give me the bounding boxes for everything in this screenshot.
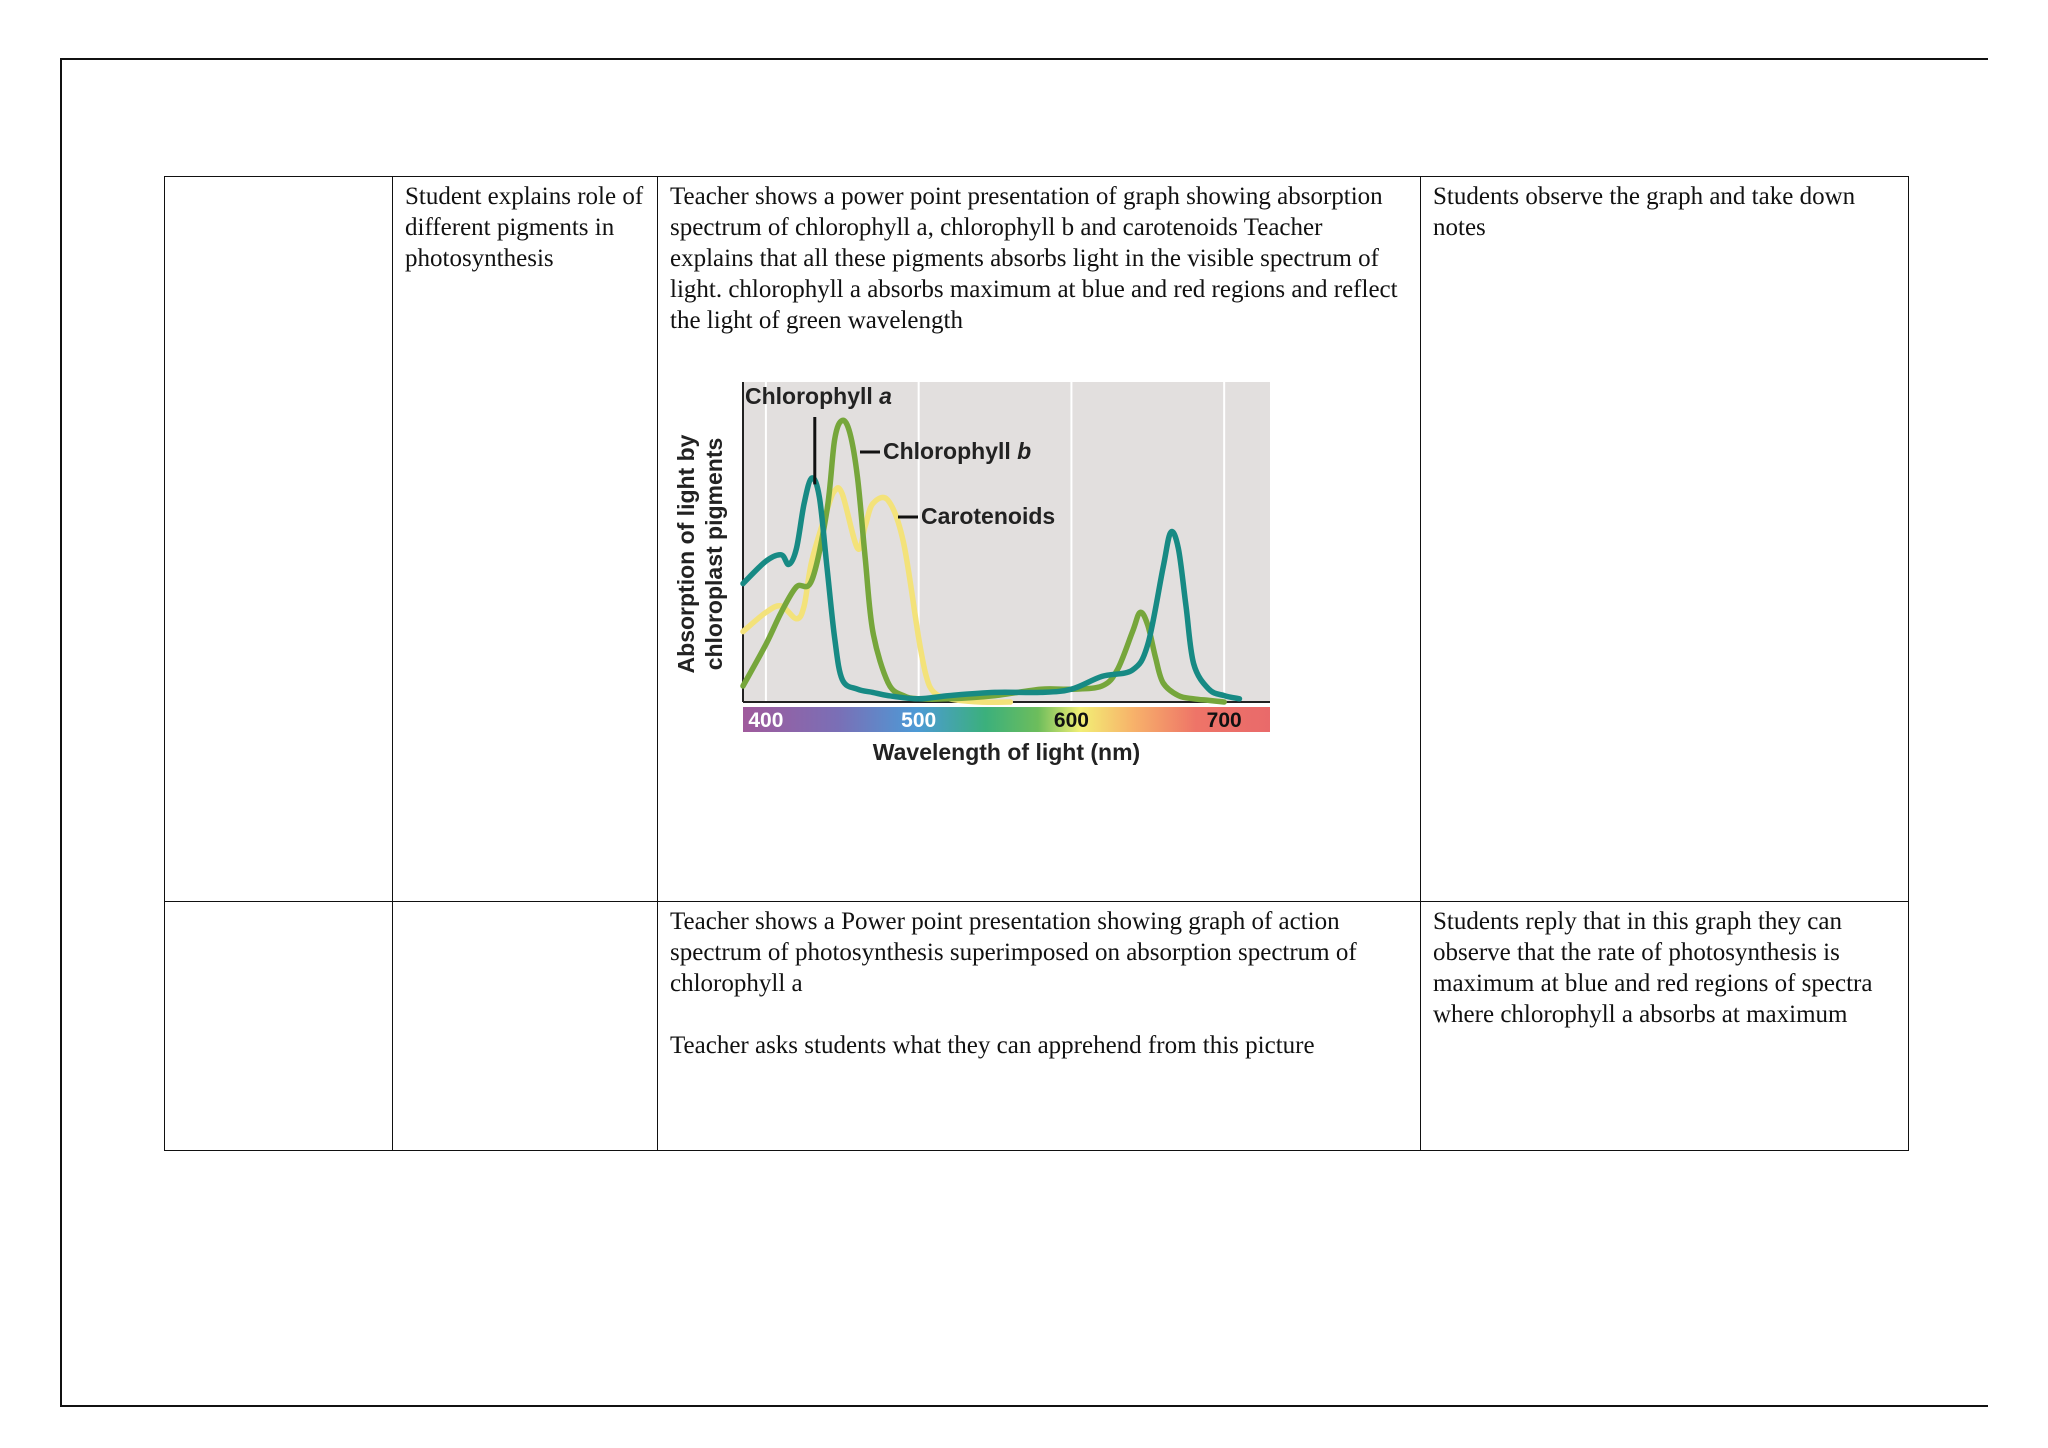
- table-cell-teacher-activity: [658, 902, 1421, 1151]
- table-cell-empty: [165, 902, 393, 1151]
- page-border-top: [60, 58, 1988, 60]
- teacher-activity-text: Teacher shows a power point presentation of graph showing absorption spectrum of chlorophyll a, chlorophyll b and carotenoids Teacher explains that all these pigments absorbs light in the visible spectrum of light. chlorophyll a absorbs maximum at blue and red regions and reflect the light of green wavelength: [670, 183, 1398, 334]
- legend-label: Chlorophyll a: [745, 383, 892, 409]
- legend-label: Chlorophyll b: [883, 438, 1032, 464]
- x-tick-label: 600: [1053, 709, 1089, 732]
- x-tick-label: 700: [1206, 709, 1242, 732]
- lesson-plan-table: [164, 176, 1909, 1151]
- x-tick-label: 500: [901, 709, 937, 732]
- student-reply-text: Students reply that in this graph they can observe that the rate of photosynthesis is maximum at blue and red regions of spectra where chlorophyll a absorbs at maximum: [1433, 908, 1873, 1028]
- objective-text: Student explains role of different pigments in photosynthesis: [405, 183, 644, 272]
- table-cell-student-activity: [1421, 902, 1909, 1151]
- table-cell-empty: [393, 902, 658, 1151]
- table-cell-teacher-activity: [658, 177, 1421, 902]
- visible-spectrum-bar: [743, 707, 1270, 732]
- table-cell-empty: [165, 177, 393, 902]
- student-activity-text: Students observe the graph and take down notes: [1433, 183, 1856, 241]
- teacher-activity-text: Teacher shows a Power point presentation showing graph of action spectrum of photosynthesis superimposed on absorption spectrum of chlorophyll a: [670, 908, 1357, 997]
- table-cell-objective: [393, 177, 658, 902]
- absorption-spectrum-chart: [670, 374, 1408, 782]
- table-row: [165, 177, 1909, 902]
- page-border-left: [60, 58, 62, 1405]
- x-tick-label: 400: [748, 709, 784, 732]
- table-cell-student-activity: [1421, 177, 1909, 902]
- page-border-bottom: [60, 1405, 1988, 1407]
- table-row: [165, 902, 1909, 1151]
- absorption-spectrum-svg: [670, 374, 1270, 774]
- x-axis-label: Wavelength of light (nm): [872, 739, 1141, 765]
- teacher-question-text: Teacher asks students what they can apprehend from this picture: [670, 1032, 1315, 1059]
- y-axis-label: chloroplast pigments: [701, 437, 727, 671]
- legend-label: Carotenoids: [921, 503, 1056, 529]
- y-axis-label: Absorption of light by: [673, 434, 699, 674]
